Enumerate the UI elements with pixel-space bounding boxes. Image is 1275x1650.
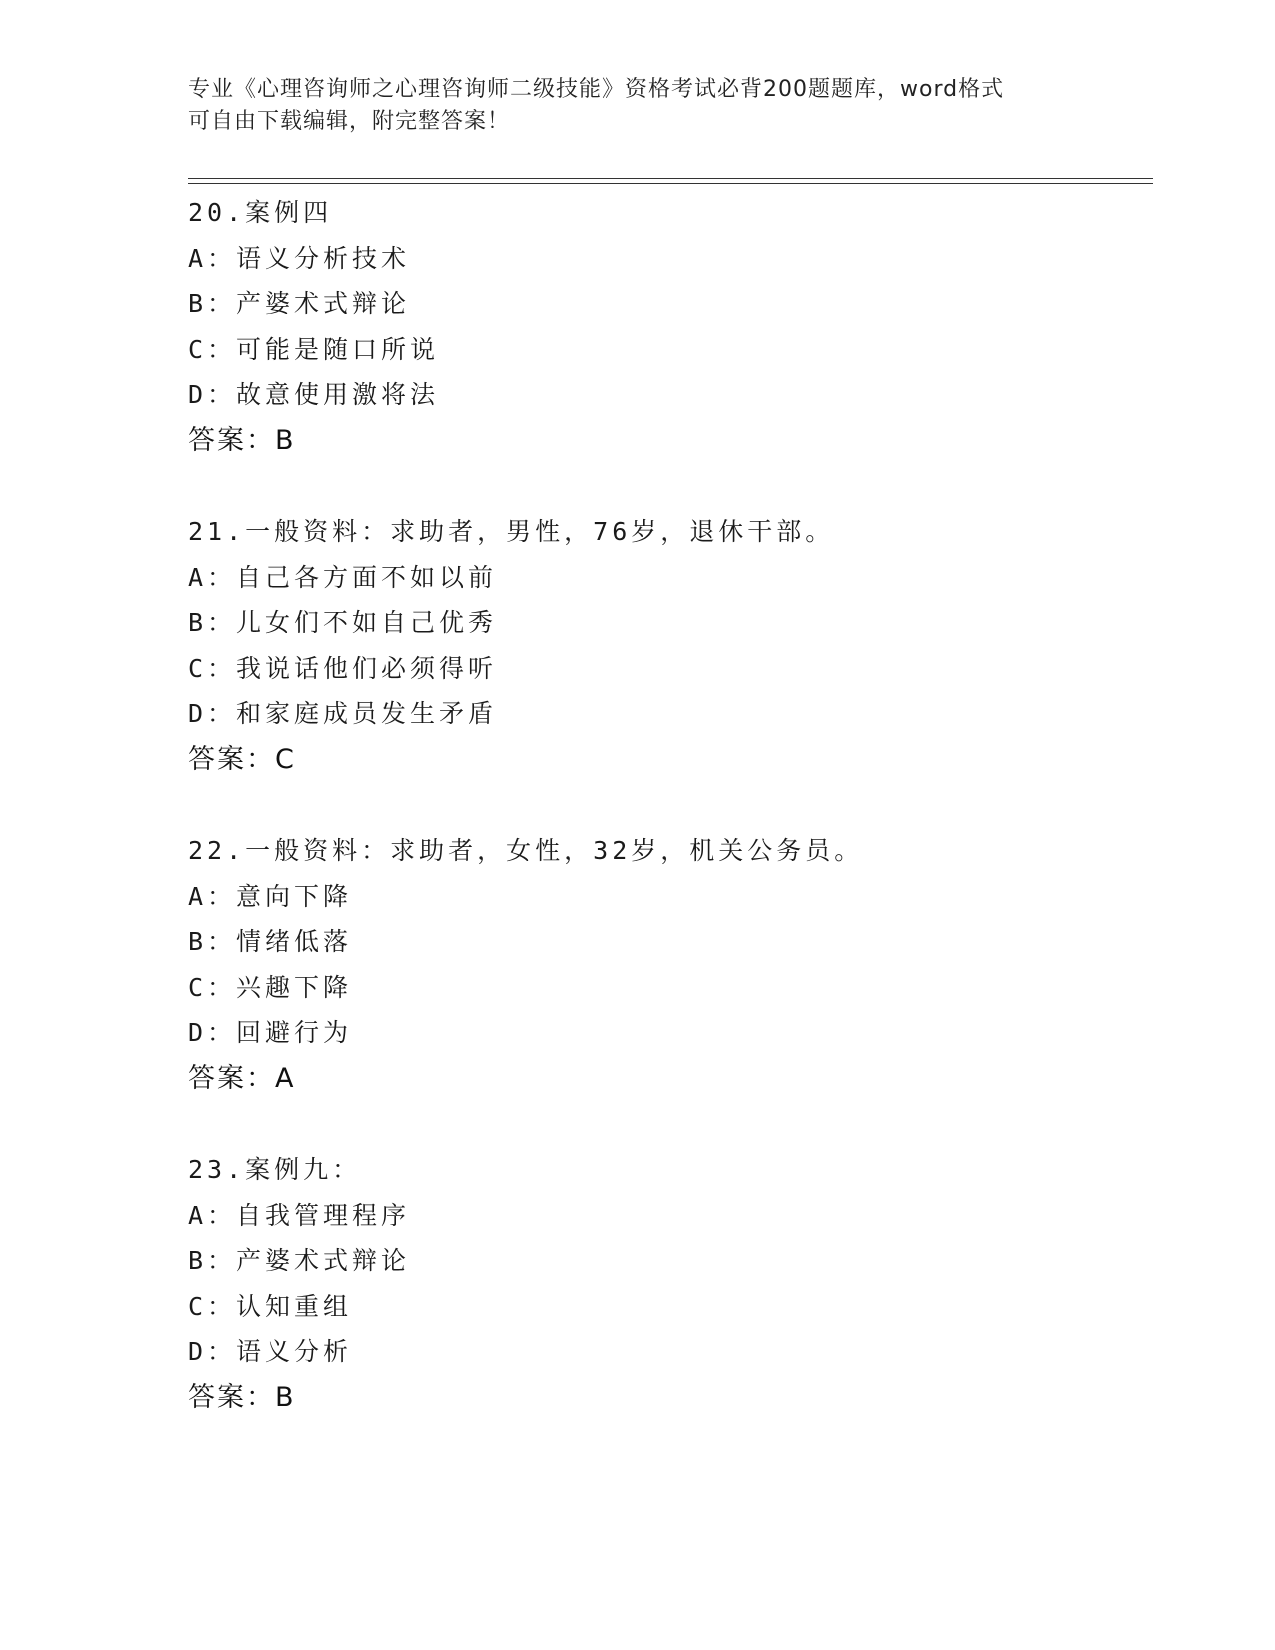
option-c: C：兴趣下降 <box>188 972 353 1002</box>
header-title-line-2: 可自由下载编辑，附完整答案！ <box>188 109 511 134</box>
question-item <box>188 509 1148 782</box>
answer-key: 答案：C <box>188 743 296 775</box>
question-stem: 21.一般资料：求助者，男性，76岁，退休干部。 <box>188 517 835 546</box>
option-c: C：认知重组 <box>188 1291 353 1321</box>
document-header <box>188 74 1088 138</box>
option-a: A：意向下降 <box>188 881 353 911</box>
answer-key: 答案：A <box>188 1062 296 1094</box>
option-c: C：可能是随口所说 <box>188 334 440 364</box>
question-list <box>188 190 1148 1420</box>
answer-key: 答案：B <box>188 424 296 456</box>
question-stem: 23.案例九： <box>188 1155 362 1184</box>
option-d: D：故意使用激将法 <box>188 380 440 409</box>
header-title-line-1: 专业《心理咨询师之心理咨询师二级技能》资格考试必背200题题库，word格式 <box>188 77 1005 102</box>
question-item <box>188 190 1148 463</box>
question-stem: 22.一般资料：求助者，女性，32岁，机关公务员。 <box>188 836 864 865</box>
option-d: D：回避行为 <box>188 1018 353 1047</box>
question-stem: 20.案例四 <box>188 198 333 227</box>
option-a: A：自我管理程序 <box>188 1200 411 1230</box>
option-b: B：产婆术式辩论 <box>188 1246 411 1275</box>
option-d: D：和家庭成员发生矛盾 <box>188 699 498 728</box>
option-c: C：我说话他们必须得听 <box>188 653 498 683</box>
answer-key: 答案：B <box>188 1381 296 1413</box>
option-a: A：语义分析技术 <box>188 243 411 273</box>
option-d: D：语义分析 <box>188 1337 353 1366</box>
header-divider-top <box>188 178 1153 179</box>
header-divider-bottom <box>188 183 1153 184</box>
question-item <box>188 1147 1148 1420</box>
question-item <box>188 828 1148 1101</box>
option-b: B：产婆术式辩论 <box>188 289 411 318</box>
option-a: A：自己各方面不如以前 <box>188 562 498 592</box>
option-b: B：儿女们不如自己优秀 <box>188 608 498 637</box>
option-b: B：情绪低落 <box>188 927 353 956</box>
